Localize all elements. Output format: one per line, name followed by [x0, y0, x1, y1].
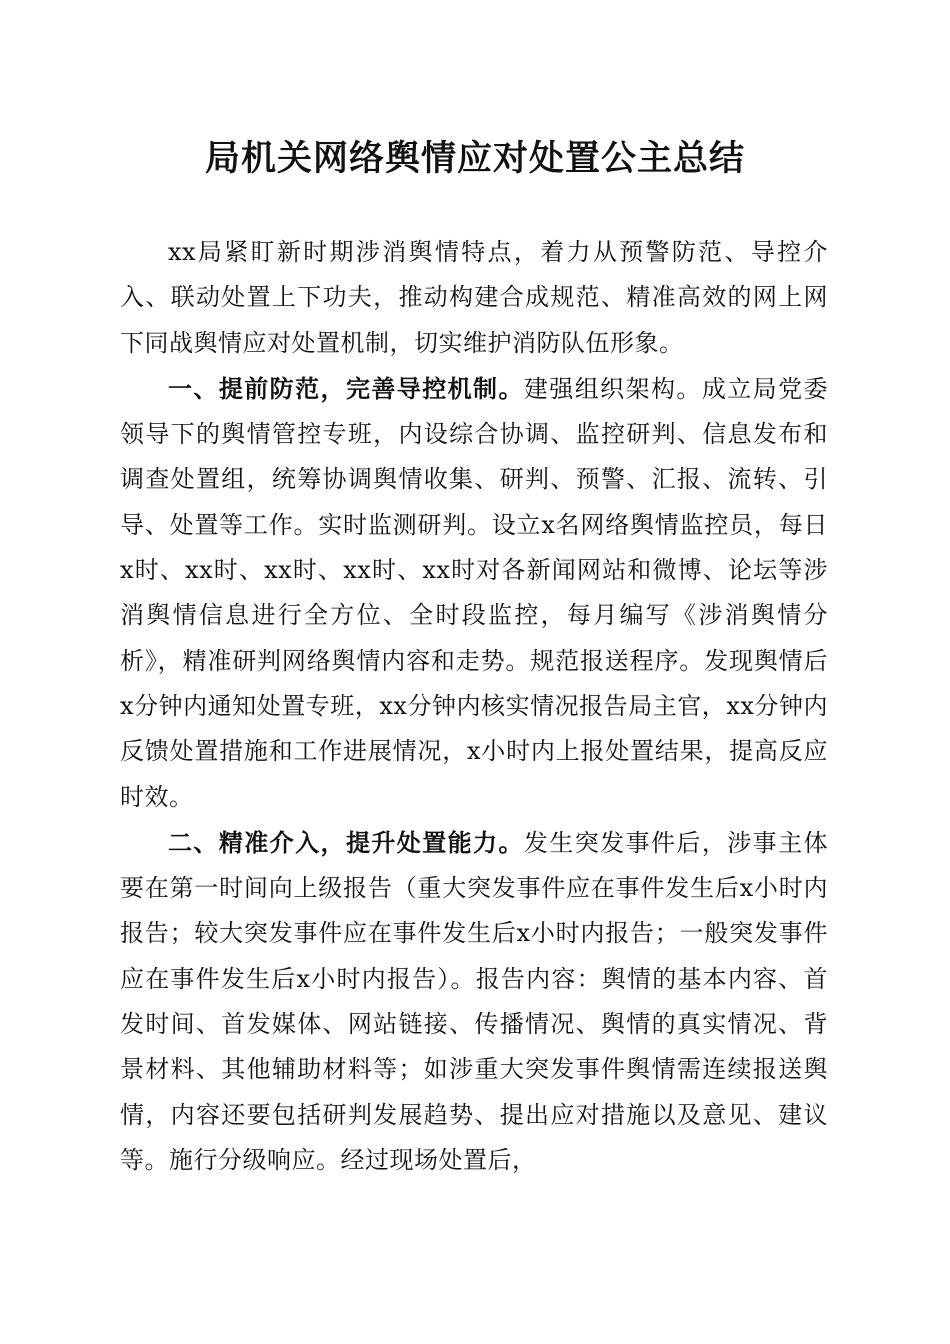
section-one-text: 建强组织架构。成立局党委领导下的舆情管控专班，内设综合协调、监控研判、信息发布和调查处置组，统筹协调舆情收集、研判、预警、汇报、流转、引导、处置等工作。实时监测研判。设立x名网络舆情监控员，每日x时、xx时、xx时、xx时、xx时对各新闻网站和微博、论坛等涉消舆情信息进行全方位、全时段监控，每月编写《涉消舆情分析》，精准研判网络舆情内容和走势。规范报送程序。发现舆情后x分钟内通知处置专班，xx分钟内核实情况报告局主官，xx分钟内反馈处置措施和工作进展情况，x小时内上报处置结果，提高反应时效。 — [120, 374, 829, 811]
document-title: 局机关网络舆情应对处置公主总结 — [204, 138, 745, 179]
intro-paragraph — [120, 230, 828, 366]
section-two-paragraph — [120, 820, 828, 1183]
intro-paragraph-text: xx局紧盯新时期涉消舆情特点，着力从预警防范、导控介入、联动处置上下功夫，推动构建合成规范、精准高效的网上网下同战舆情应对处置机制，切实维护消防队伍形象。 — [120, 238, 828, 357]
section-two-text: 发生突发事件后，涉事主体要在第一时间向上级报告（重大突发事件应在事件发生后x小时内报告；较大突发事件应在事件发生后x小时内报告；一般突发事件应在事件发生后x小时内报告）。报告内容：舆情的基本内容、首发时间、首发媒体、网站链接、传播情况、舆情的真实情况、背景材料、其他辅助材料等；如涉重大突发事件舆情需连续报送舆情，内容还要包括研判发展趋势、提出应对措施以及意见、建议等。施行分级响应。经过现场处置后， — [120, 828, 829, 1174]
section-one-heading: 一、提前防范，完善导控机制。 — [168, 373, 524, 403]
section-two-heading: 二、精准介入，提升处置能力。 — [168, 827, 524, 857]
document-body — [120, 230, 828, 1183]
section-one-paragraph — [120, 366, 828, 820]
